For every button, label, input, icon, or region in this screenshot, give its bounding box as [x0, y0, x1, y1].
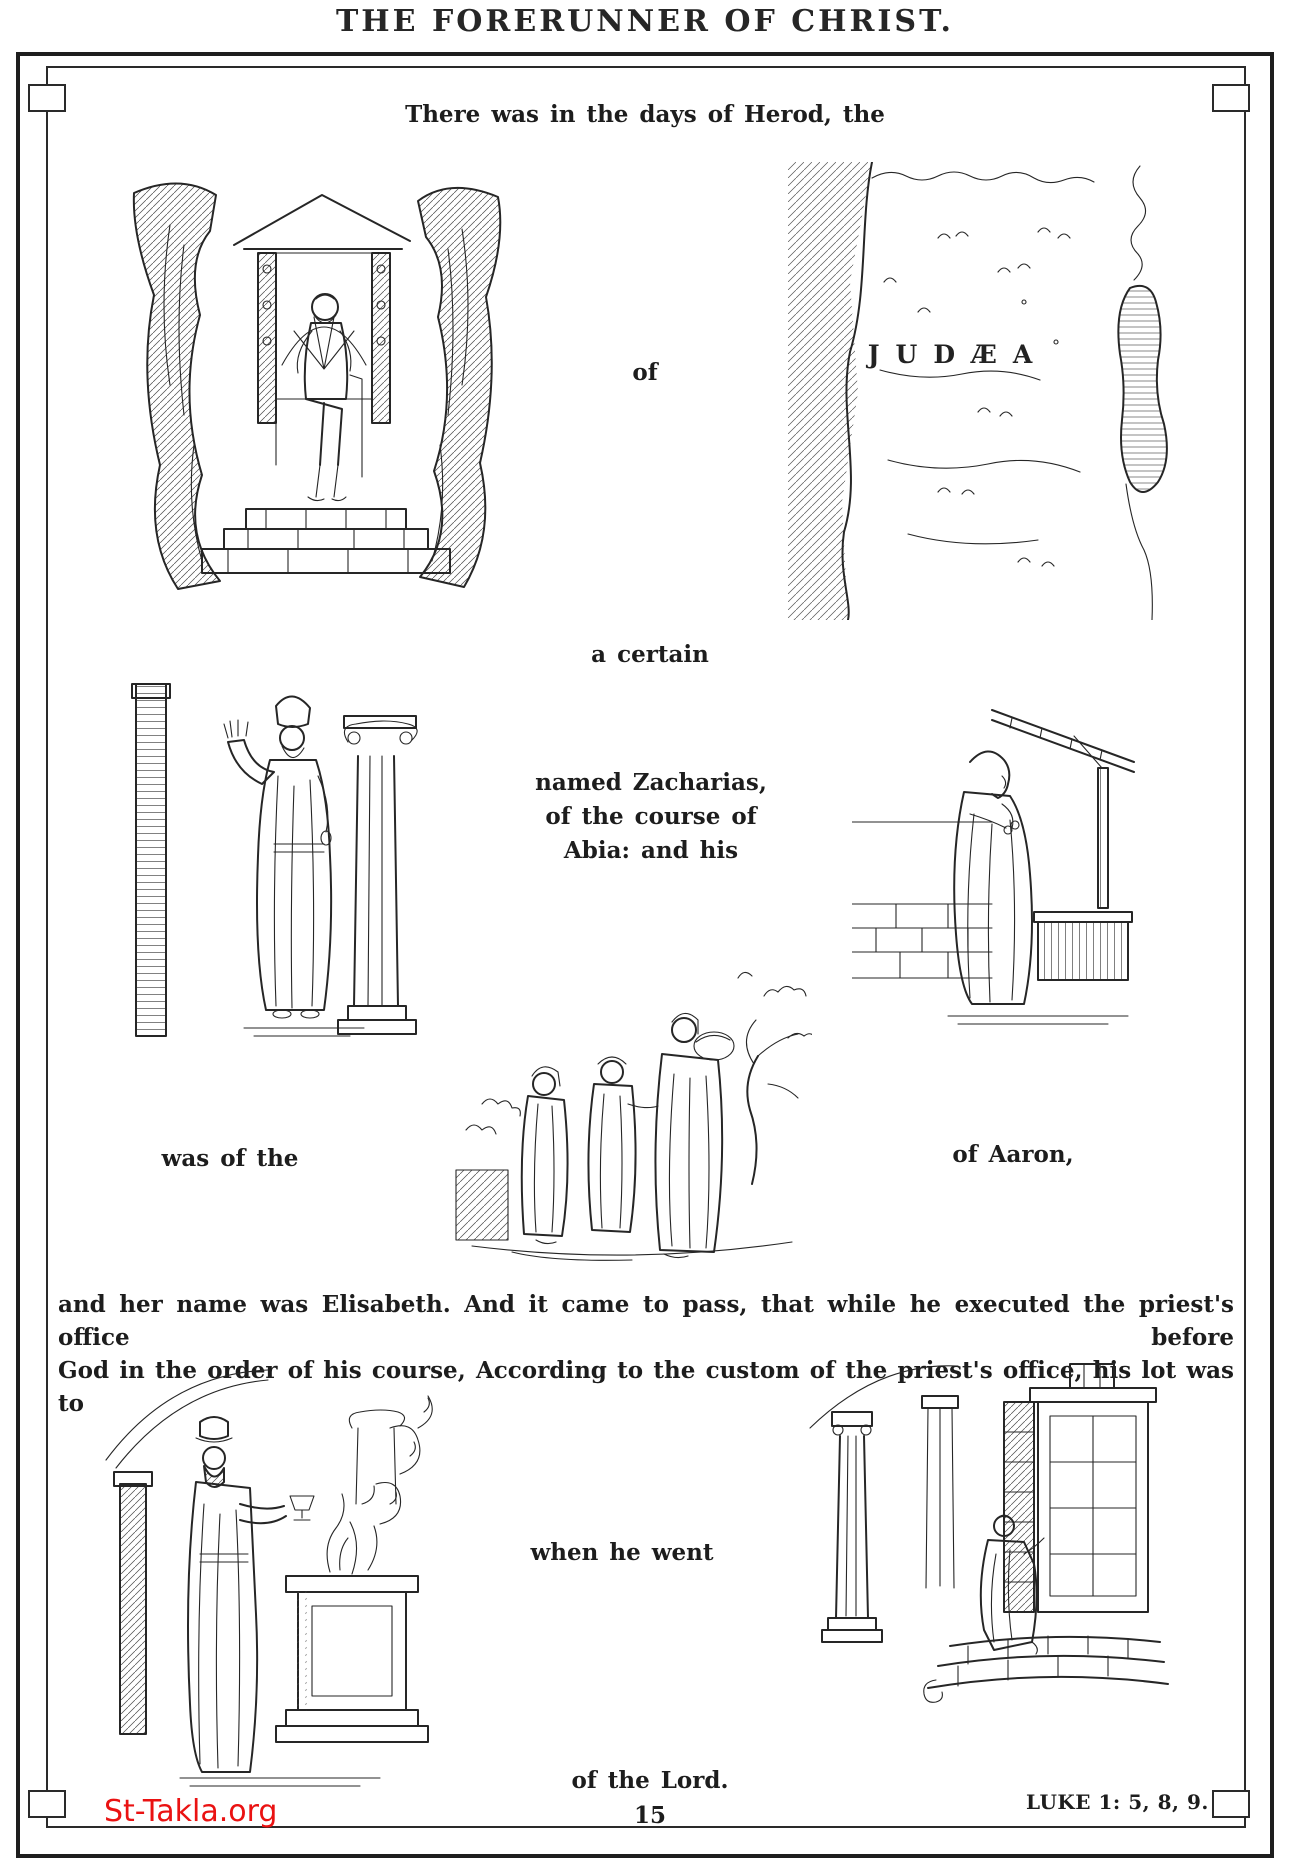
corner-ornament-bottom-right [1212, 1790, 1250, 1818]
rebus-line-abia-and-his: Abia: and his [563, 837, 739, 864]
page-title: THE FORERUNNER OF CHRIST. [335, 4, 955, 39]
rebus-text-a-certain: a certain [591, 641, 709, 668]
corner-ornament-top-left [28, 84, 66, 112]
watermark-st-takla: St-Takla.org [104, 1794, 278, 1829]
corner-ornament-top-right [1212, 84, 1250, 112]
map-illustration [788, 162, 1182, 620]
map-label-judaea: JUDÆA [867, 340, 1049, 369]
corner-ornament-bottom-left [28, 1790, 66, 1818]
rebus-text-days-of-herod: There was in the days of Herod, the [405, 101, 885, 128]
wife-illustration [852, 704, 1136, 1036]
scripture-reference: LUKE 1: 5, 8, 9. [1026, 1790, 1209, 1814]
paragraph-line-2: God in the order of his course, According to the custom of the priest's office, his lot was to [58, 1357, 1234, 1417]
rebus-text-named-zacharias [520, 766, 782, 868]
rebus-text-was-of-the: was of the [161, 1145, 299, 1172]
rebus-text-of: of [632, 359, 658, 386]
rebus-text-of-aaron: of Aaron, [952, 1141, 1074, 1168]
rebus-line-named-zacharias: named Zacharias, [535, 769, 767, 796]
rebus-text-when-he-went: when he went [530, 1539, 714, 1566]
paragraph-line-1: and her name was Elisabeth. And it came to pass, that while he executed the priest's office before [58, 1291, 1234, 1351]
temple-illustration [808, 1358, 1172, 1720]
zacharias-illustration [124, 676, 436, 1048]
rebus-line-course-of: of the course of [545, 803, 757, 830]
herod-illustration [118, 165, 514, 597]
burn-incense-illustration [100, 1364, 444, 1798]
rebus-text-of-the-lord: of the Lord. [571, 1767, 729, 1794]
daughters-of-aaron-illustration [452, 934, 812, 1268]
page-number: 15 [633, 1802, 666, 1829]
